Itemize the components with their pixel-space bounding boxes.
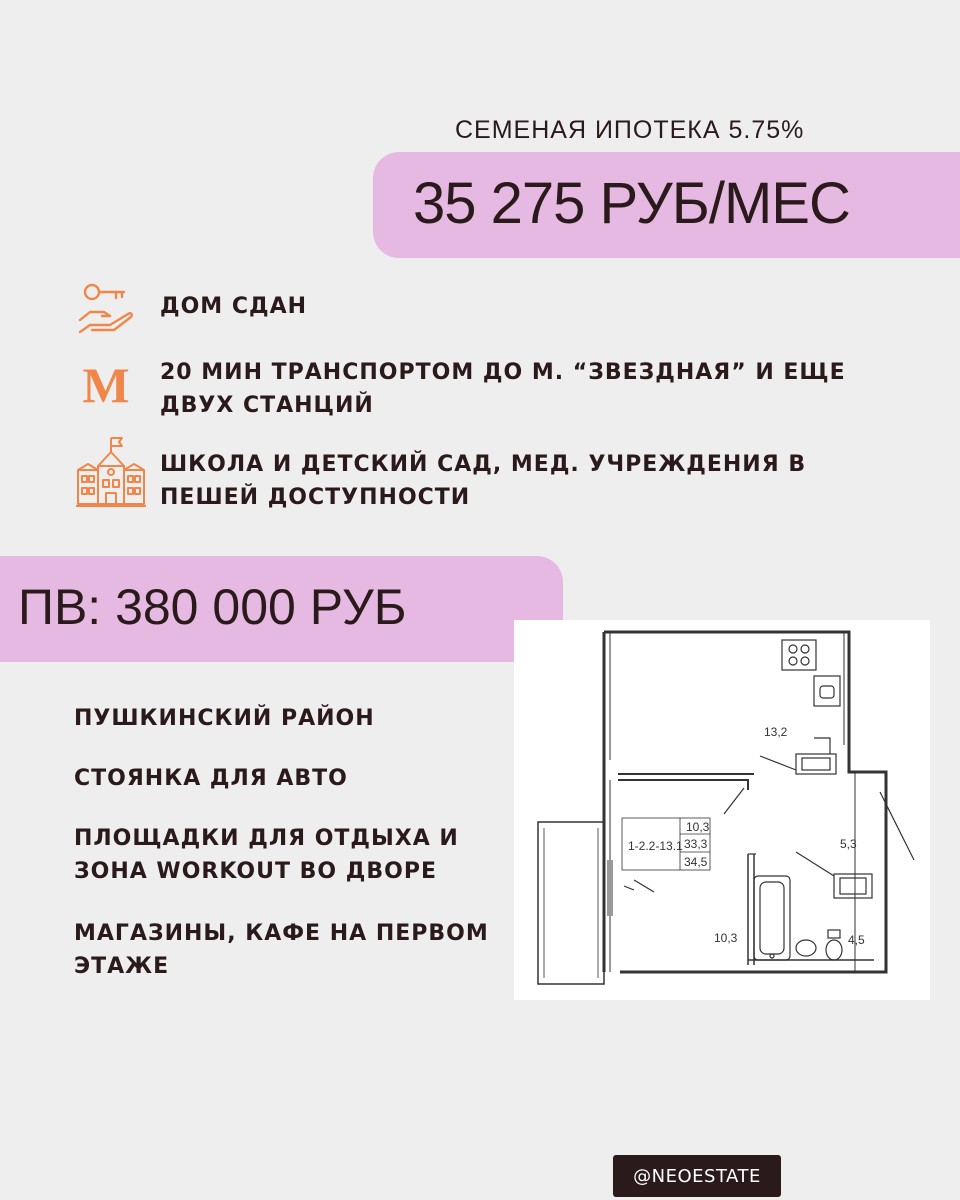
kitchen-area-label: 13,2	[764, 725, 788, 739]
school-building-icon	[76, 436, 146, 508]
hall-area-label: 5,3	[840, 837, 857, 851]
living-area-label: 10,3	[686, 820, 710, 834]
feature-text: ШКОЛА И ДЕТСКИЙ САД, МЕД. УЧРЕЖДЕНИЯ В ПЕШЕЙ ДОСТУПНОСТИ	[160, 452, 807, 510]
feature-text: 20 МИН ТРАНСПОРТОМ ДО М. “ЗВЕЗДНАЯ” И ЕЩЕ ДВУХ СТАНЦИЙ	[160, 360, 846, 418]
total-area-label: 34,5	[684, 855, 708, 869]
apartment-code: 1-2.2-13.1	[628, 839, 683, 853]
down-payment-banner	[0, 556, 563, 662]
monthly-payment-banner	[373, 152, 960, 258]
feature-item	[76, 356, 850, 422]
perk-item: ПЛОЩАДКИ ДЛЯ ОТДЫХА И ЗОНА WORKOUT ВО ДВОРЕ	[74, 826, 459, 884]
down-payment: ПВ: 380 000 РУБ	[18, 579, 407, 635]
metro-letter: М	[82, 357, 130, 413]
feature-text: ДОМ СДАН	[160, 294, 308, 319]
floor-plan	[514, 620, 930, 1000]
perk-item: СТОЯНКА ДЛЯ АВТО	[74, 766, 348, 791]
perk-item: ПУШКИНСКИЙ РАЙОН	[74, 706, 375, 731]
metro-icon	[76, 356, 136, 416]
monthly-payment: 35 275 РУБ/МЕС	[413, 171, 850, 236]
room-area-label: 10,3	[714, 931, 738, 945]
mortgage-label: СЕМЕНАЯ ИПОТЕКА 5.75%	[455, 116, 805, 144]
area-no-balcony-label: 33,3	[684, 837, 708, 851]
key-hand-icon	[76, 278, 136, 338]
feature-item	[76, 278, 307, 338]
perk-item: МАГАЗИНЫ, КАФЕ НА ПЕРВОМ ЭТАЖЕ	[74, 921, 489, 979]
feature-item	[76, 436, 850, 514]
account-handle-badge: @NEOESTATE	[613, 1155, 781, 1197]
bathroom-area-label: 4,5	[848, 933, 865, 947]
